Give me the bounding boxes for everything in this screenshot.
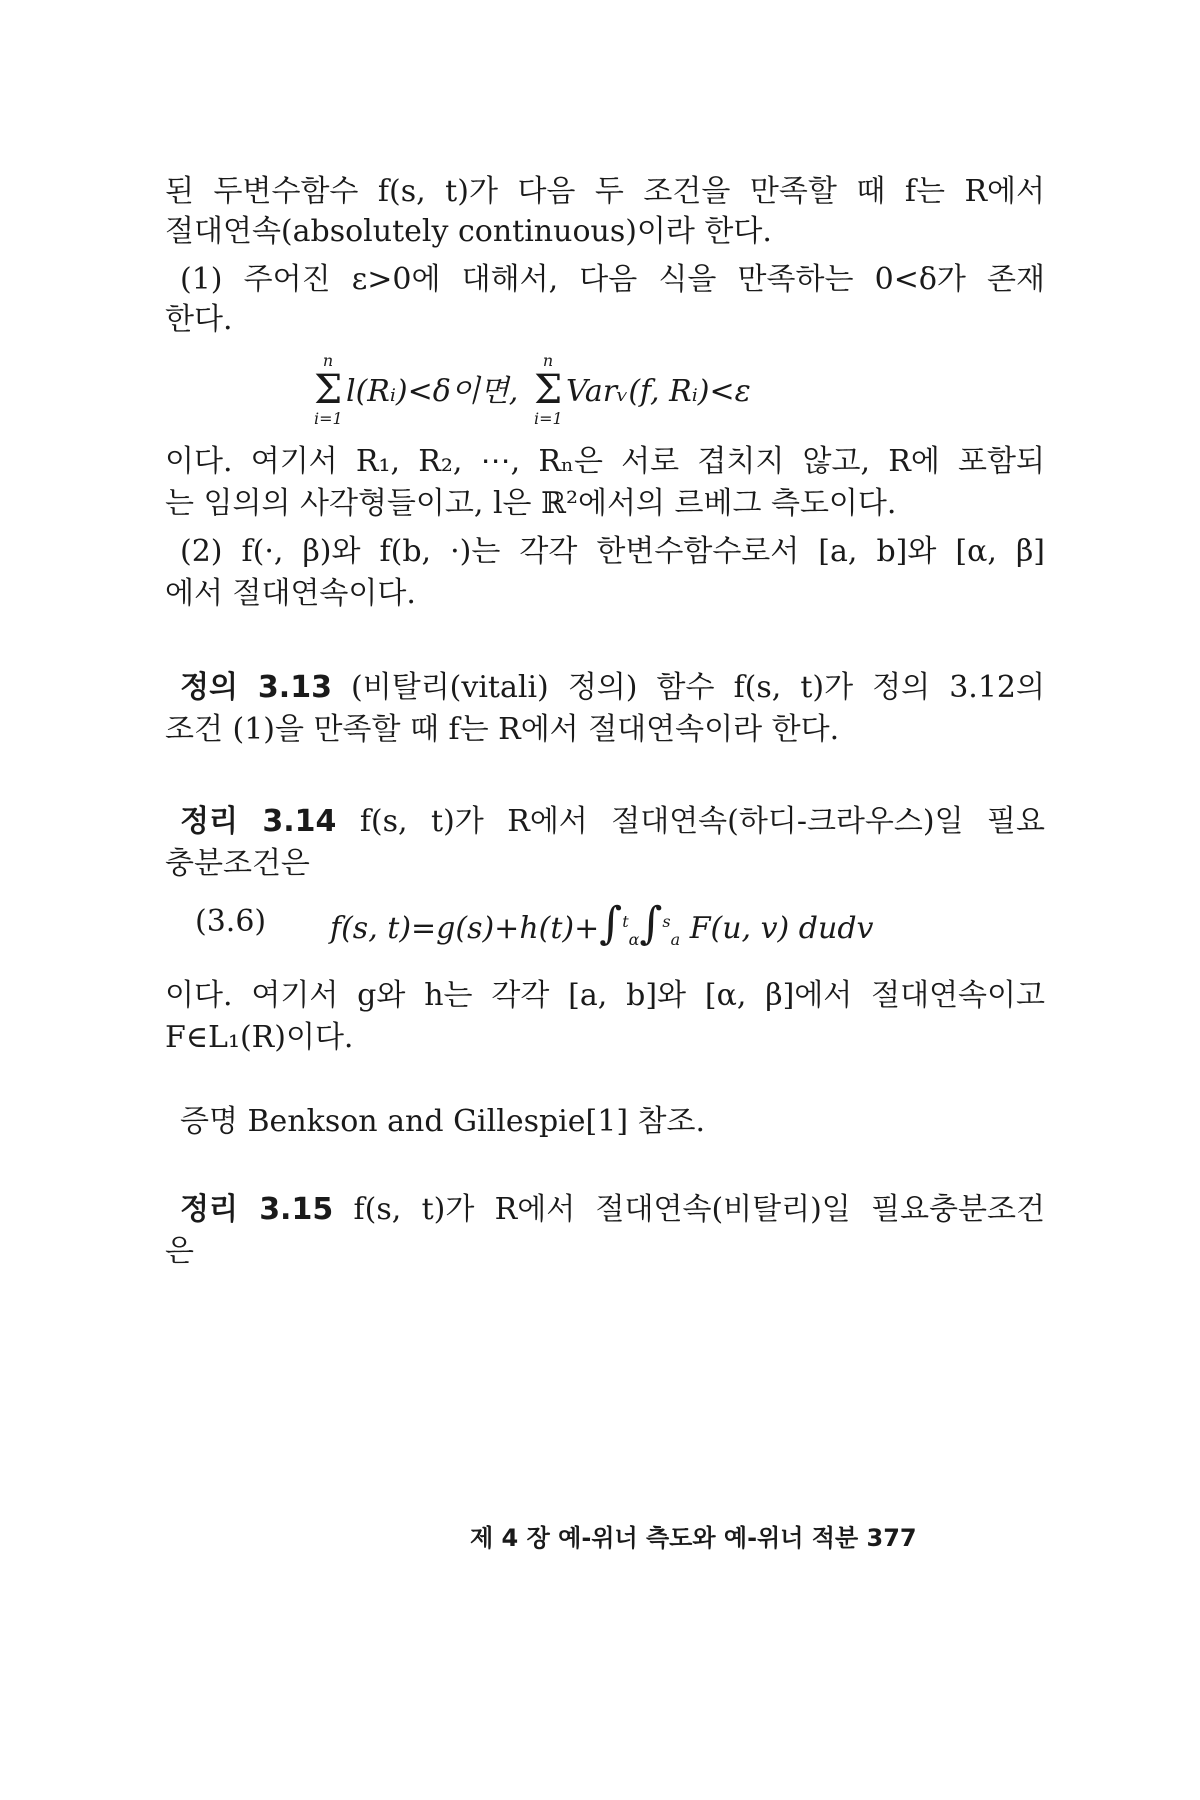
theorem-text: f(s, t)가 R에서 절대연속(하디-크라우스)일 필요 bbox=[359, 804, 1045, 839]
proof-label: 증명 bbox=[180, 1104, 238, 1139]
text-line: 절대연속(absolutely continuous)이라 한다. bbox=[165, 214, 772, 249]
text-line: (1) 주어진 ε>0에 대해서, 다음 식을 만족하는 0<δ가 존재 bbox=[180, 262, 1045, 297]
definition-313 bbox=[180, 666, 1045, 710]
theorem-label: 정리 3.14 bbox=[180, 804, 337, 839]
proof-text: Benkson and Gillespie[1] 참조. bbox=[247, 1104, 706, 1139]
integral-upper: s bbox=[662, 912, 671, 931]
equation-number: (3.6) bbox=[195, 904, 267, 939]
text-line: 된 두변수함수 f(s, t)가 다음 두 조건을 만족할 때 f는 R에서 bbox=[165, 174, 1045, 209]
sum-symbol-left: n Σ i=1 bbox=[314, 351, 343, 428]
integral-sign: ∫ bbox=[639, 898, 663, 949]
text-line: 이다. 여기서 R₁, R₂, ⋯, Rₙ은 서로 겹치지 않고, R에 포함되 bbox=[165, 444, 1045, 479]
definition-label: 정의 3.13 bbox=[180, 670, 332, 705]
text-line: 이다. 여기서 g와 h는 각각 [a, b]와 [α, β]에서 절대연속이고 bbox=[165, 978, 1045, 1013]
sum-symbol-right: n Σ i=1 bbox=[534, 351, 563, 428]
integral-lower: α bbox=[628, 930, 640, 949]
text-line: 한다. bbox=[165, 302, 233, 337]
text-line: 에서 절대연속이다. bbox=[165, 576, 416, 611]
text-line: 충분조건은 bbox=[165, 846, 310, 881]
formula-left-term: l(Rᵢ)<δ이면, bbox=[346, 374, 519, 409]
text-line: F∈L₁(R)이다. bbox=[165, 1020, 354, 1055]
theorem-label: 정리 3.15 bbox=[180, 1192, 334, 1227]
integral-lower: a bbox=[670, 930, 681, 949]
integrand: F(u, v) dudv bbox=[689, 911, 874, 946]
text-line: 조건 (1)을 만족할 때 f는 R에서 절대연속이라 한다. bbox=[165, 712, 840, 747]
formula-right-term: Varᵥ(f, Rᵢ)<ε bbox=[566, 374, 751, 409]
equation-lhs: f(s, t)=g(s)+h(t)+ bbox=[330, 911, 600, 946]
page-footer: 제 4 장 예-위너 측도와 예-위너 적분 377 bbox=[470, 1524, 917, 1552]
theorem-text: f(s, t)가 R에서 절대연속(비탈리)일 필요충분조건 bbox=[353, 1192, 1045, 1227]
proof bbox=[180, 1100, 1045, 1144]
integral-upper: t bbox=[622, 912, 629, 931]
definition-text: (비탈리(vitali) 정의) 함수 f(s, t)가 정의 3.12의 bbox=[351, 670, 1045, 705]
theorem-315 bbox=[180, 1188, 1045, 1232]
equation-36 bbox=[330, 900, 873, 962]
integral-sign: ∫ bbox=[599, 898, 623, 949]
theorem-314 bbox=[180, 800, 1045, 844]
text-line: 은 bbox=[165, 1234, 194, 1269]
text-line: 는 임의의 사각형들이고, l은 ℝ²에서의 르베그 측도이다. bbox=[165, 486, 897, 521]
text-line: (2) f(·, β)와 f(b, ·)는 각각 한변수함수로서 [a, b]와 [α, β] bbox=[180, 534, 1045, 569]
